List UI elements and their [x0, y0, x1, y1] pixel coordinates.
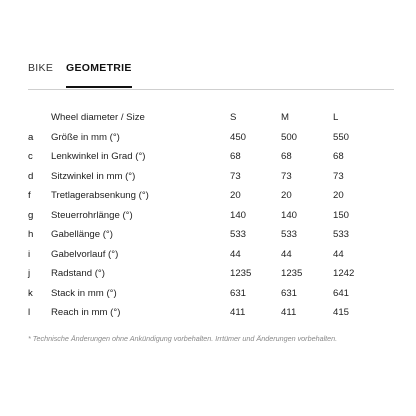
value-s: 44	[230, 248, 241, 260]
tab-geometrie[interactable]: GEOMETRIE	[66, 62, 132, 88]
tab-bar	[28, 62, 132, 88]
value-s: 20	[230, 190, 241, 202]
row-label: Reach in mm (°)	[51, 307, 121, 319]
value-l: 415	[333, 307, 350, 319]
header-size-l: L	[333, 112, 339, 124]
table-header-row	[28, 108, 373, 128]
row-key: g	[28, 209, 34, 221]
row-key: a	[28, 131, 34, 143]
tab-divider	[28, 89, 394, 90]
table-row	[28, 225, 373, 245]
value-s: 533	[230, 229, 247, 241]
table-row	[28, 186, 373, 206]
value-s: 631	[230, 287, 247, 299]
value-m: 20	[281, 190, 292, 202]
value-m: 73	[281, 170, 292, 182]
row-label: Gabellänge (°)	[51, 229, 113, 241]
row-key: k	[28, 287, 33, 299]
value-m: 533	[281, 229, 298, 241]
row-key: i	[28, 248, 31, 260]
value-s: 411	[230, 307, 246, 319]
value-m: 44	[281, 248, 292, 260]
row-label: Radstand (°)	[51, 268, 105, 280]
value-s: 1235	[230, 268, 252, 280]
row-label: Tretlagerabsenkung (°)	[51, 190, 149, 202]
row-label: Lenkwinkel in Grad (°)	[51, 151, 146, 163]
value-l: 44	[333, 248, 344, 260]
value-l: 68	[333, 151, 344, 163]
disclaimer-note: * Technische Änderungen ohne Ankündigung vorbehalten. Irrtümer und Änderungen vorbehalten.	[28, 334, 338, 343]
value-l: 533	[333, 229, 350, 241]
value-l: 73	[333, 170, 344, 182]
value-l: 641	[333, 287, 350, 299]
table-row	[28, 264, 373, 284]
value-m: 68	[281, 151, 292, 163]
row-key: d	[28, 170, 34, 182]
table-row	[28, 147, 373, 167]
row-key: l	[28, 307, 31, 319]
value-l: 550	[333, 131, 350, 143]
row-label: Stack in mm (°)	[51, 287, 117, 299]
geometry-table	[28, 108, 373, 323]
value-s: 73	[230, 170, 241, 182]
row-label: Größe in mm (°)	[51, 131, 120, 143]
row-label: Steuerrohrlänge (°)	[51, 209, 133, 221]
value-m: 411	[281, 307, 297, 319]
value-s: 450	[230, 131, 247, 143]
table-row	[28, 128, 373, 148]
table-row	[28, 167, 373, 187]
row-label: Sitzwinkel in mm (°)	[51, 170, 136, 182]
header-wheel-size: Wheel diameter / Size	[51, 112, 145, 124]
row-label: Gabelvorlauf (°)	[51, 248, 119, 260]
table-row	[28, 245, 373, 265]
value-l: 150	[333, 209, 350, 221]
value-l: 20	[333, 190, 344, 202]
value-m: 140	[281, 209, 298, 221]
row-key: h	[28, 229, 34, 241]
header-key-cell	[28, 108, 51, 128]
row-key: f	[28, 190, 31, 202]
row-key: j	[28, 268, 31, 280]
value-s: 68	[230, 151, 241, 163]
header-size-m: M	[281, 112, 289, 124]
value-s: 140	[230, 209, 247, 221]
value-m: 631	[281, 287, 298, 299]
table-row	[28, 284, 373, 304]
value-m: 500	[281, 131, 298, 143]
tab-bike[interactable]: BIKE	[28, 62, 54, 74]
row-key: c	[28, 151, 33, 163]
table-row	[28, 206, 373, 226]
header-size-s: S	[230, 112, 237, 124]
value-m: 1235	[281, 268, 303, 280]
value-l: 1242	[333, 268, 355, 280]
table-row	[28, 303, 373, 323]
